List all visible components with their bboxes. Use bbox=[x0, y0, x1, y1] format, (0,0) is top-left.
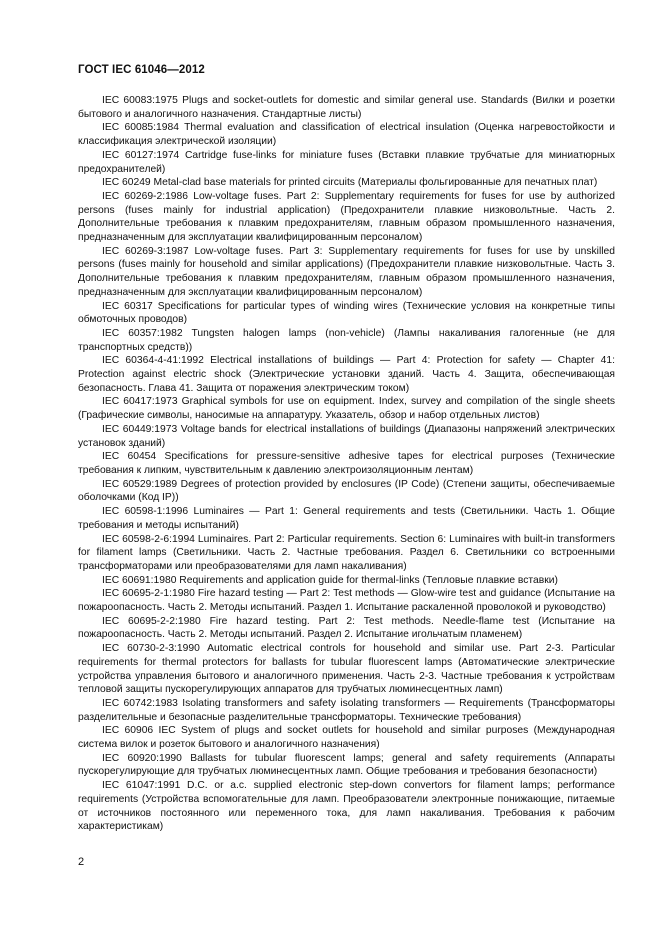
reference-item: IEC 60364-4-41:1992 Electrical installations of buildings — Part 4: Protection for safety — Chapter 41: Protection against electric shock (Электрические установки зданий. Часть 4. Защита, обеспечивающая безопасность. Глава 41. Защита от поражения электрическим током) bbox=[78, 355, 615, 394]
reference-item: IEC 61047:1991 D.C. or a.c. supplied electronic step-down convertors for filament lamps; performance requirements (Устройства вспомогательные для ламп. Преобразователи электронные понижающие, питаемые от источников постоянного или переменного тока, для ламп накаливания. Требования к рабочим характеристикам) bbox=[78, 780, 615, 833]
reference-item: IEC 60417:1973 Graphical symbols for use on equipment. Index, survey and compilation of the single sheets (Графические символы, наносимые на аппаратуру. Указатель, обзор и набор отдельных листов) bbox=[78, 396, 615, 422]
reference-item: IEC 60249 Metal-clad base materials for printed circuits (Материалы фольгированные для печатных плат) bbox=[102, 177, 598, 189]
reference-item: IEC 60449:1973 Voltage bands for electrical installations of buildings (Диапазоны напряжений электрических установок зданий) bbox=[78, 423, 615, 449]
reference-item: IEC 60269-3:1987 Low-voltage fuses. Part 3: Supplementary requirements for fuses for use by unskilled persons (fuses mainly for household and similar applications) (Предохранители плавкие низковольтные. Часть 3. Дополнительные требования к плавким предохранителям, главным образом промышленного назначения, предназначенным для эксплуатации квалифицированным персоналом) bbox=[78, 245, 615, 298]
reference-item: IEC 60269-2:1986 Low-voltage fuses. Part 2: Supplementary requirements for fuses for use by authorized persons (fuses mainly for industrial application) (Предохранители плавкие низковольтные. Часть 2. Дополнительные требования к плавким предохранителям, главным образом промышленного назначения, предназначенным для эксплуатации квалифицированным персоналом) bbox=[78, 190, 615, 244]
reference-item: IEC 60317 Specifications for particular types of winding wires (Технические условия на конкретные типы обмоточных проводов) bbox=[78, 300, 615, 326]
reference-item: IEC 60906 IEC System of plugs and socket outlets for household and similar purposes (Международная система вилок и розеток бытового и аналогичного назначения) bbox=[78, 725, 615, 751]
reference-item: IEC 60695-2-2:1980 Fire hazard testing. Part 2: Test methods. Needle-flame test (Испытание на пожароопасность. Часть 2. Методы испытаний. Раздел 2. Испытание игольчатым пламенем) bbox=[78, 615, 615, 641]
reference-item: IEC 60357:1982 Tungsten halogen lamps (non-vehicle) (Лампы накаливания галогенные (не для транспортных средств)) bbox=[78, 327, 615, 353]
reference-item: IEC 60127:1974 Cartridge fuse-links for miniature fuses (Вставки плавкие трубчатые для миниатюрных предохранителей) bbox=[78, 149, 615, 175]
reference-item: IEC 60454 Specifications for pressure-sensitive adhesive tapes for electrical purposes (Технические требования к липким, чувствительным к давлению электроизоляционным лентам) bbox=[78, 451, 615, 476]
reference-item: IEC 60742:1983 Isolating transformers and safety isolating transformers — Requirements (Трансформаторы разделительные и безопасные разделительные трансформаторы. Технические требования) bbox=[78, 697, 615, 723]
normative-references-list bbox=[78, 94, 615, 834]
reference-item: IEC 60529:1989 Degrees of protection provided by enclosures (IP Code) (Степени защиты, обеспечиваемые оболочками (Код IP)) bbox=[78, 478, 615, 504]
reference-item: IEC 60695-2-1:1980 Fire hazard testing — Part 2: Test methods — Glow-wire test and guidance (Испытание на пожароопасность. Часть 2. Методы испытаний. Раздел 1. Испытание раскаленной проволокой и руководство) bbox=[78, 588, 615, 614]
reference-item: IEC 60920:1990 Ballasts for tubular fluorescent lamps; general and safety requirements (Аппараты пускорегулирующие для трубчатых люминесцентных ламп. Общие требования и требования безопасности) bbox=[78, 752, 615, 778]
reference-item: IEC 60730-2-3:1990 Automatic electrical controls for household and similar use. Part 2-3. Particular requirements for thermal protectors for ballasts for tubular fluorescent lamps (Автоматические электрические устройства управления бытового и аналогичного применения. Часть 2-3. Частные требования к устройствам тепловой защиты пускорегулирующих аппаратов для трубчатых люминесцентных ламп) bbox=[78, 643, 615, 696]
reference-item: IEC 60691:1980 Requirements and application guide for thermal-links (Тепловые плавкие вставки) bbox=[102, 574, 558, 586]
reference-item: IEC 60085:1984 Thermal evaluation and classification of electrical insulation (Оценка нагревостойкости и классификация электрической изоляции) bbox=[78, 122, 615, 148]
reference-item: IEC 60598-2-6:1994 Luminaires. Part 2: Particular requirements. Section 6: Luminaires with built-in transformers for filament lamps (Светильники. Часть 2. Частные требования. Раздел 6. Светильники со встроенными трансформаторами или преобразователями для ламп накаливания) bbox=[78, 533, 615, 572]
page-number: 2 bbox=[78, 856, 85, 868]
reference-item: IEC 60598-1:1996 Luminaires — Part 1: General requirements and tests (Светильники. Часть 1. Общие требования и методы испытаний) bbox=[78, 506, 615, 531]
reference-item: IEC 60083:1975 Plugs and socket-outlets for domestic and similar general use. Standards (Вилки и розетки бытового и аналогичного назначения. Стандартные листы) bbox=[78, 95, 615, 120]
page-header: ГОСТ IEC 61046—2012 bbox=[78, 64, 205, 76]
